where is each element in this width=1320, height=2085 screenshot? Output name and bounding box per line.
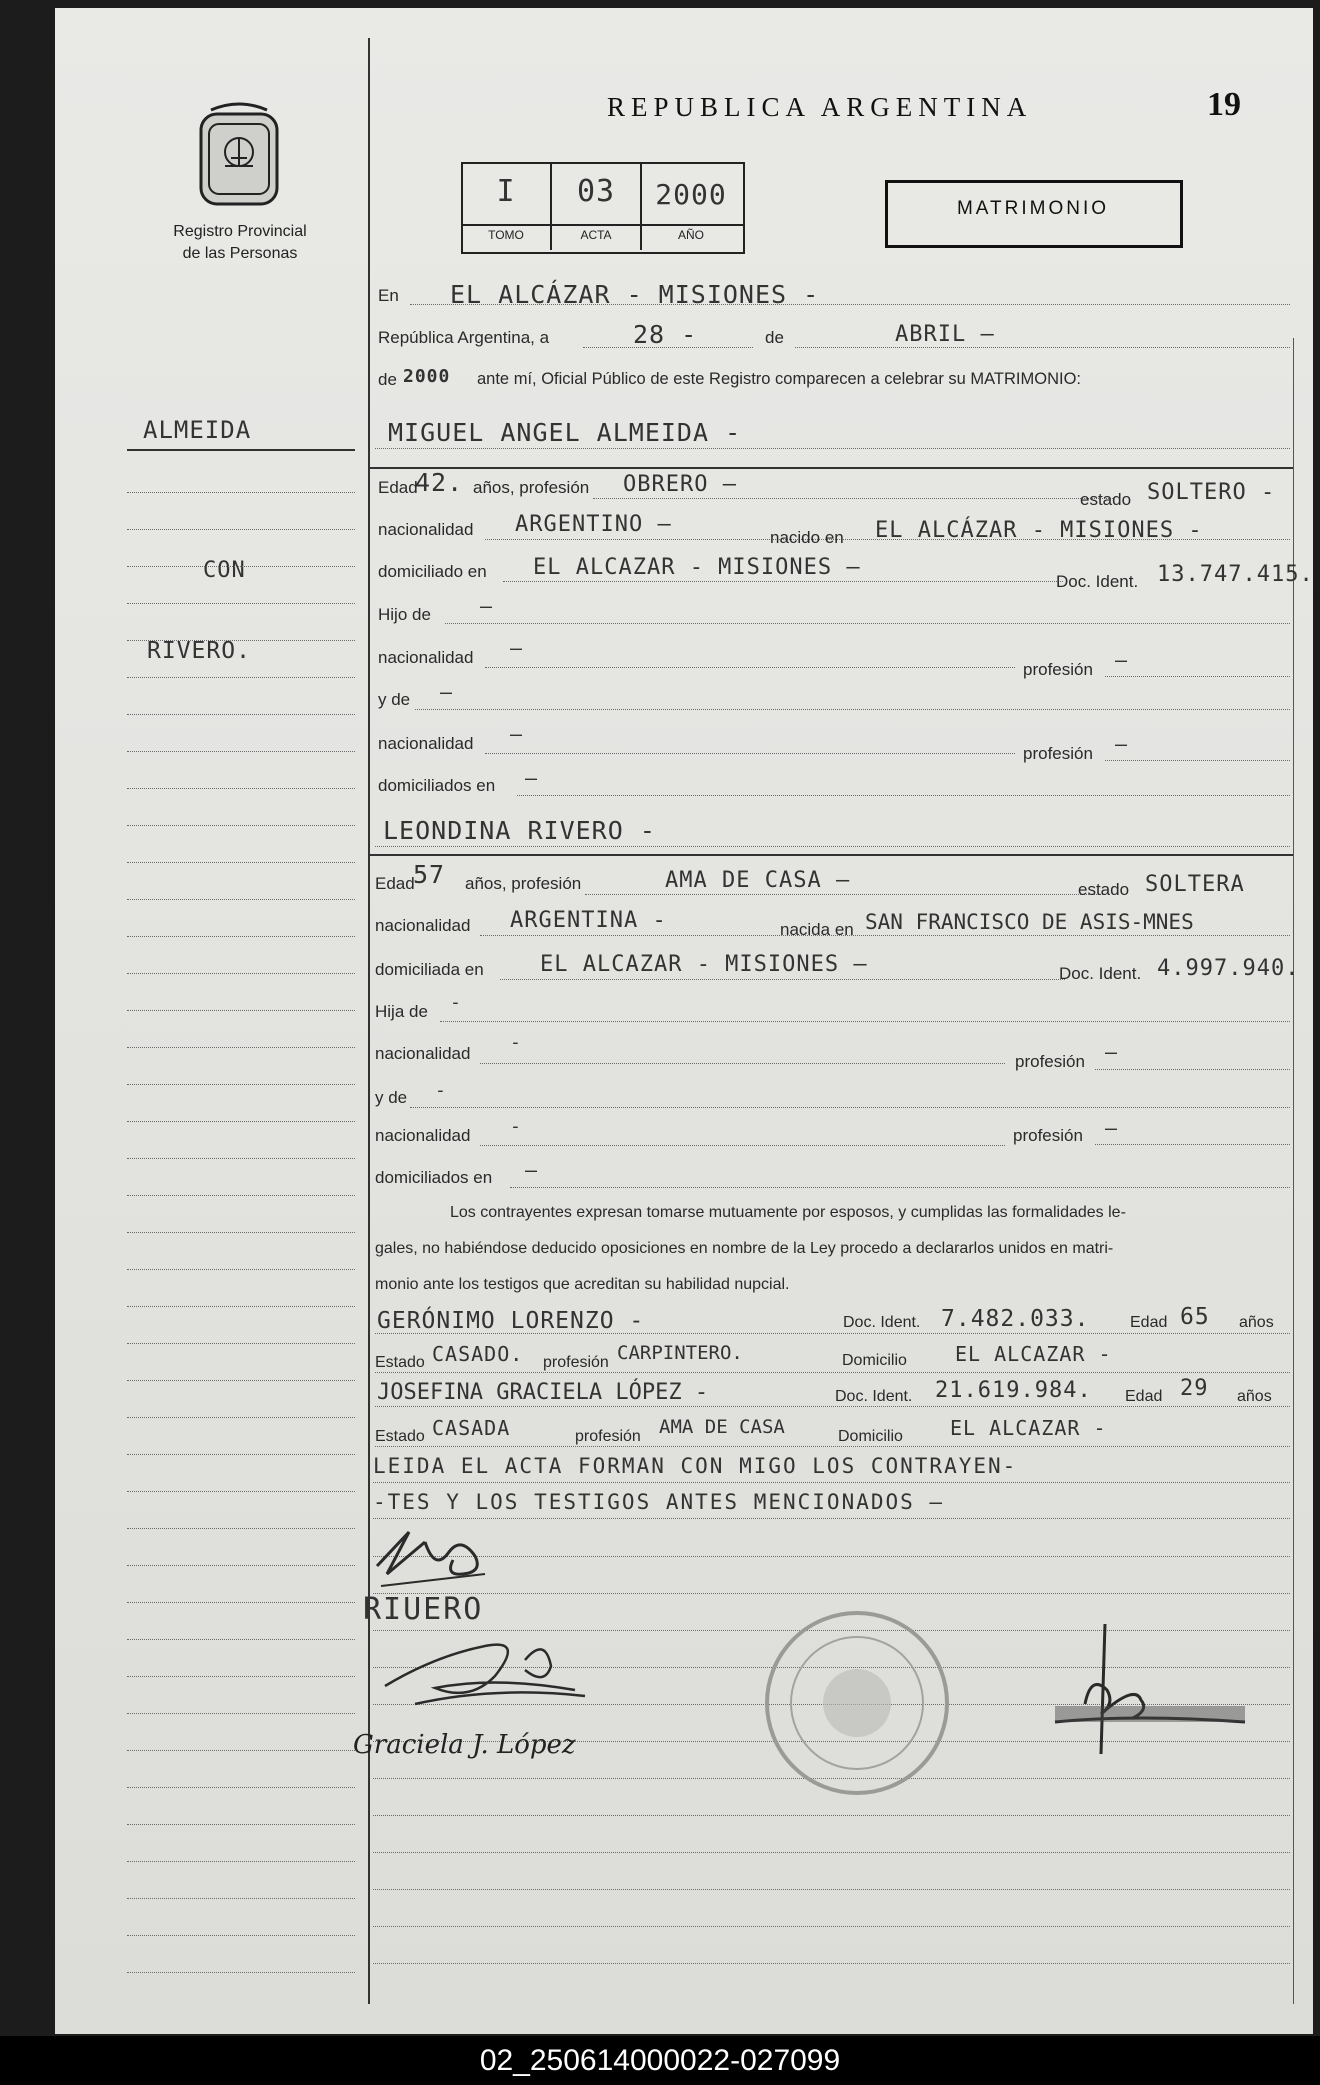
blank-dotted-line bbox=[127, 973, 355, 974]
document-page bbox=[55, 8, 1313, 2034]
groom-nac-label: nacionalidad bbox=[378, 520, 474, 539]
witness1-signature bbox=[375, 1626, 595, 1716]
groom-yde-label: y de bbox=[378, 690, 411, 709]
blank-dotted-line bbox=[127, 1380, 355, 1381]
groom-dom-label: domiciliado en bbox=[378, 562, 487, 581]
witness2-dom-label: Domicilio bbox=[838, 1428, 903, 1445]
blank-dotted-line bbox=[127, 936, 355, 937]
witness2-profession: AMA DE CASA bbox=[659, 1416, 785, 1438]
blank-dotted-line bbox=[373, 1926, 1290, 1927]
witness1-age: 65 bbox=[1180, 1304, 1210, 1330]
groom-hijo-value: — bbox=[480, 594, 494, 618]
blank-dotted-line bbox=[127, 1269, 355, 1270]
groom-signature bbox=[365, 1526, 495, 1600]
registry-line2: de las Personas bbox=[182, 245, 298, 262]
closing-line-2: -TES Y LOS TESTIGOS ANTES MENCIONADOS — bbox=[373, 1490, 945, 1514]
intro-sentence: ante mí, Oficial Público de este Registro comparecen a celebrar su MATRIMONIO: bbox=[477, 370, 1082, 388]
blank-dotted-line bbox=[127, 1047, 355, 1048]
page-number: 19 bbox=[1207, 86, 1241, 123]
blank-dotted-line bbox=[127, 1306, 355, 1307]
groom-birthplace: EL ALCÁZAR - MISIONES - bbox=[875, 518, 1203, 543]
year-de-label: de bbox=[378, 370, 397, 389]
acta-value: 03 bbox=[576, 174, 616, 209]
bride-doc-label: Doc. Ident. bbox=[1059, 964, 1142, 983]
blank-dotted-line bbox=[127, 899, 355, 900]
bride-dom-label: domiciliada en bbox=[375, 960, 484, 979]
ano-label: AÑO bbox=[677, 228, 704, 242]
groom-nacido-label: nacido en bbox=[770, 528, 844, 547]
bride-anos-profesion-label: años, profesión bbox=[465, 874, 582, 893]
groom-father-nac-value: — bbox=[510, 636, 524, 660]
bride-mother-prof-value: — bbox=[1105, 1116, 1119, 1140]
tomo-label: TOMO bbox=[488, 228, 524, 242]
bride-edad-label: Edad bbox=[375, 874, 415, 893]
witness1-doc: 7.482.033. bbox=[941, 1306, 1090, 1332]
bride-nac-line bbox=[480, 935, 1290, 936]
groom-hijo-label: Hijo de bbox=[378, 605, 431, 624]
paragraph-line-1: Los contrayentes expresan tomarse mutuamente por esposos, y cumplidas las formalidades le- bbox=[450, 1204, 1126, 1221]
witness1-prof-label: profesión bbox=[543, 1354, 609, 1371]
margin-divider bbox=[368, 38, 370, 2004]
document-type: MATRIMONIO bbox=[956, 198, 1110, 219]
bride-father-nac-value: - bbox=[510, 1032, 522, 1053]
blank-dotted-line bbox=[127, 1713, 355, 1714]
witness2-prof-label: profesión bbox=[575, 1428, 641, 1445]
groom-father-prof-value: — bbox=[1115, 648, 1129, 672]
blank-dotted-line bbox=[127, 1528, 355, 1529]
blank-dotted-line bbox=[373, 1852, 1290, 1853]
blank-dotted-line bbox=[127, 1343, 355, 1344]
bride-estado-label: estado bbox=[1078, 880, 1130, 899]
blank-dotted-line bbox=[373, 1815, 1290, 1816]
groom-doc: 13.747.415. bbox=[1157, 562, 1314, 587]
groom-anos-profesion-label: años, profesión bbox=[473, 478, 590, 497]
bride-parents-dom-line bbox=[510, 1187, 1290, 1188]
bride-age: 57 bbox=[413, 860, 446, 889]
bride-yde-label: y de bbox=[375, 1088, 408, 1107]
groom-father-prof-label: profesión bbox=[1023, 660, 1093, 679]
margin-surname-1: ALMEIDA bbox=[143, 416, 252, 444]
blank-dotted-line bbox=[127, 1158, 355, 1159]
groom-profession-line bbox=[593, 498, 1113, 499]
blank-dotted-line bbox=[127, 1639, 355, 1640]
groom-parents-dom-line bbox=[517, 795, 1290, 796]
blank-dotted-line bbox=[127, 714, 355, 715]
bride-mother-prof-line bbox=[1095, 1144, 1290, 1145]
bride-parents-dom-label: domiciliados en bbox=[375, 1168, 493, 1187]
bride-doc: 4.997.940. bbox=[1157, 956, 1300, 981]
blank-dotted-line bbox=[127, 1121, 355, 1122]
bride-father-nac-line bbox=[480, 1063, 1005, 1064]
bride-mother-nac-label: nacionalidad bbox=[375, 1126, 471, 1145]
blank-dotted-line bbox=[127, 751, 355, 752]
ceremony-day: 28 - bbox=[633, 320, 698, 349]
country-heading: REPUBLICA ARGENTINA bbox=[607, 92, 1033, 122]
blank-dotted-line bbox=[127, 1935, 355, 1936]
groom-hijo-line bbox=[445, 623, 1290, 624]
witness1-estado-line bbox=[375, 1372, 1290, 1373]
groom-mother-prof-label: profesión bbox=[1023, 744, 1093, 763]
witness1-estado-label: Estado bbox=[375, 1354, 425, 1371]
bride-domicile: EL ALCAZAR - MISIONES — bbox=[540, 952, 868, 977]
groom-domicile: EL ALCAZAR - MISIONES — bbox=[533, 555, 861, 580]
tomo-value: I bbox=[496, 174, 516, 209]
blank-dotted-line bbox=[127, 1861, 355, 1862]
groom-dom-line bbox=[503, 581, 1063, 582]
witness2-signature: Graciela J. López bbox=[353, 1730, 576, 1760]
witness2-domicile: EL ALCAZAR - bbox=[950, 1416, 1107, 1440]
groom-father-nac-label: nacionalidad bbox=[378, 648, 474, 667]
witness1-domicile: EL ALCAZAR - bbox=[955, 1342, 1112, 1366]
bride-hija-value: - bbox=[450, 992, 462, 1013]
bride-mother-value: - bbox=[435, 1080, 447, 1101]
ano-value: 2000 bbox=[655, 178, 727, 211]
groom-section-rule bbox=[370, 467, 1293, 469]
groom-father-nac-line bbox=[485, 667, 1015, 668]
bride-nacida-label: nacida en bbox=[780, 920, 854, 939]
groom-name-line bbox=[375, 448, 1290, 449]
bride-profession: AMA DE CASA — bbox=[665, 868, 851, 893]
groom-mother-nac-label: nacionalidad bbox=[378, 734, 474, 753]
groom-estado-label: estado bbox=[1080, 490, 1132, 509]
witness2-line bbox=[375, 1406, 1290, 1407]
bride-hija-line bbox=[440, 1021, 1290, 1022]
provincial-seal bbox=[197, 100, 281, 216]
blank-dotted-line bbox=[127, 862, 355, 863]
witness1-edad-label: Edad bbox=[1130, 1314, 1168, 1331]
blank-dotted-line bbox=[127, 1454, 355, 1455]
record-label-rule bbox=[461, 224, 743, 226]
blank-dotted-line bbox=[127, 603, 355, 604]
groom-mother-prof-value: — bbox=[1115, 732, 1129, 756]
bride-mother-nac-value: - bbox=[510, 1116, 522, 1137]
groom-parents-dom-label: domiciliados en bbox=[378, 776, 496, 795]
blank-dotted-line bbox=[127, 1676, 355, 1677]
en-label: En bbox=[378, 286, 399, 305]
blank-dotted-line bbox=[127, 1972, 355, 1973]
groom-edad-label: Edad bbox=[378, 478, 418, 497]
bride-birthplace: SAN FRANCISCO DE ASIS-MNES bbox=[865, 910, 1194, 934]
ceremony-year: 2000 bbox=[403, 366, 451, 387]
blank-dotted-line bbox=[127, 529, 355, 530]
bride-parents-dom-value: — bbox=[525, 1158, 539, 1182]
witness2-edad-label: Edad bbox=[1125, 1388, 1163, 1405]
witness1-anos-label: años bbox=[1239, 1314, 1274, 1331]
ceremony-month: ABRIL — bbox=[895, 322, 995, 347]
witness2-age: 29 bbox=[1180, 1376, 1209, 1401]
acta-label: ACTA bbox=[580, 228, 612, 242]
blank-dotted-line bbox=[373, 1556, 1290, 1557]
official-signature bbox=[1015, 1604, 1275, 1780]
blank-dotted-line bbox=[127, 1824, 355, 1825]
blank-dotted-line bbox=[127, 1787, 355, 1788]
bride-father-prof-label: profesión bbox=[1015, 1052, 1085, 1071]
bride-section-rule bbox=[370, 854, 1293, 856]
paragraph-line-3: monio ante los testigos que acreditan su habilidad nupcial. bbox=[375, 1276, 790, 1293]
bride-father-prof-value: — bbox=[1105, 1040, 1119, 1064]
witness1-estado: CASADO. bbox=[432, 1342, 524, 1366]
blank-dotted-line bbox=[127, 677, 355, 678]
groom-doc-label: Doc. Ident. bbox=[1056, 572, 1139, 591]
closing-rule-1 bbox=[373, 1482, 1290, 1483]
witness2-estado-label: Estado bbox=[375, 1428, 425, 1445]
groom-estado: SOLTERO - bbox=[1147, 480, 1276, 505]
bride-father-nac-label: nacionalidad bbox=[375, 1044, 471, 1063]
witness2-anos-label: años bbox=[1237, 1388, 1272, 1405]
bride-profession-line bbox=[585, 894, 1105, 895]
bride-mother-prof-label: profesión bbox=[1013, 1126, 1083, 1145]
bride-father-prof-line bbox=[1095, 1069, 1290, 1070]
bride-estado: SOLTERA bbox=[1145, 872, 1245, 897]
blank-dotted-line bbox=[127, 1232, 355, 1233]
witness2-estado: CASADA bbox=[432, 1416, 511, 1440]
bride-mother-nac-line bbox=[480, 1145, 1005, 1146]
groom-mother-prof-line bbox=[1105, 760, 1290, 761]
witness2-name: JOSEFINA GRACIELA LÓPEZ - bbox=[377, 1380, 709, 1405]
witness1-name: GERÓNIMO LORENZO - bbox=[377, 1308, 645, 1334]
groom-age: 42. bbox=[415, 468, 464, 497]
margin-con: CON bbox=[203, 558, 246, 583]
registry-name bbox=[140, 221, 340, 265]
witness1-profession: CARPINTERO. bbox=[617, 1342, 743, 1364]
margin-rule bbox=[127, 449, 355, 451]
blank-dotted-line bbox=[127, 1195, 355, 1196]
blank-dotted-line bbox=[373, 1963, 1290, 1964]
month-line bbox=[795, 347, 1290, 348]
blank-dotted-line bbox=[127, 1750, 355, 1751]
image-id-footer: 02_250614000022-027099 bbox=[0, 2036, 1320, 2085]
groom-mother-nac-line bbox=[485, 753, 1015, 754]
blank-dotted-line bbox=[127, 1010, 355, 1011]
blank-dotted-line bbox=[127, 788, 355, 789]
blank-dotted-line bbox=[127, 1491, 355, 1492]
paragraph-line-2: gales, no habiéndose deducido oposiciones en nombre de la Ley procedo a declararlos unidos en matri- bbox=[375, 1240, 1114, 1257]
groom-yde-line bbox=[415, 709, 1290, 710]
blank-dotted-line bbox=[127, 1417, 355, 1418]
blank-dotted-line bbox=[127, 1084, 355, 1085]
margin-surname-2: RIVERO. bbox=[147, 638, 251, 664]
bride-printed-name: RIUERO bbox=[363, 1592, 484, 1627]
closing-rule-2 bbox=[373, 1518, 1290, 1519]
witness1-dom-label: Domicilio bbox=[842, 1352, 907, 1369]
bride-name: LEONDINA RIVERO - bbox=[383, 816, 656, 845]
groom-nationality: ARGENTINO — bbox=[515, 512, 672, 537]
witness2-doc-label: Doc. Ident. bbox=[835, 1388, 913, 1405]
closing-line-1: LEIDA EL ACTA FORMAN CON MIGO LOS CONTRAYEN- bbox=[373, 1454, 1018, 1478]
groom-father-prof-line bbox=[1105, 676, 1290, 677]
witness1-line bbox=[375, 1333, 1290, 1334]
registry-line1: Registro Provincial bbox=[173, 223, 307, 240]
bride-hija-label: Hija de bbox=[375, 1002, 428, 1021]
groom-name: MIGUEL ANGEL ALMEIDA - bbox=[388, 418, 742, 447]
right-border bbox=[1293, 338, 1294, 2004]
bride-yde-line bbox=[410, 1107, 1290, 1108]
bride-nac-label: nacionalidad bbox=[375, 916, 471, 935]
witness1-doc-label: Doc. Ident. bbox=[843, 1314, 921, 1331]
official-seal bbox=[747, 1608, 967, 1798]
groom-profession: OBRERO — bbox=[623, 472, 737, 497]
ceremony-place: EL ALCÁZAR - MISIONES - bbox=[450, 280, 820, 309]
bride-nationality: ARGENTINA - bbox=[510, 908, 667, 933]
bride-name-line bbox=[375, 846, 1290, 847]
blank-dotted-line bbox=[127, 1565, 355, 1566]
groom-parents-dom-value: — bbox=[525, 766, 539, 790]
groom-mother-value: — bbox=[440, 680, 454, 704]
blank-dotted-line bbox=[127, 1898, 355, 1899]
blank-dotted-line bbox=[373, 1593, 1290, 1594]
blank-dotted-line bbox=[127, 825, 355, 826]
witness2-doc: 21.619.984. bbox=[935, 1378, 1092, 1403]
blank-dotted-line bbox=[127, 640, 355, 641]
groom-mother-nac-value: — bbox=[510, 722, 524, 746]
republica-label: República Argentina, a bbox=[378, 328, 550, 347]
blank-dotted-line bbox=[127, 566, 355, 567]
witness2-estado-line bbox=[375, 1446, 1290, 1447]
bride-dom-line bbox=[500, 979, 1065, 980]
de-label: de bbox=[765, 328, 784, 347]
blank-dotted-line bbox=[373, 1889, 1290, 1890]
blank-dotted-line bbox=[127, 492, 355, 493]
blank-dotted-line bbox=[127, 1602, 355, 1603]
